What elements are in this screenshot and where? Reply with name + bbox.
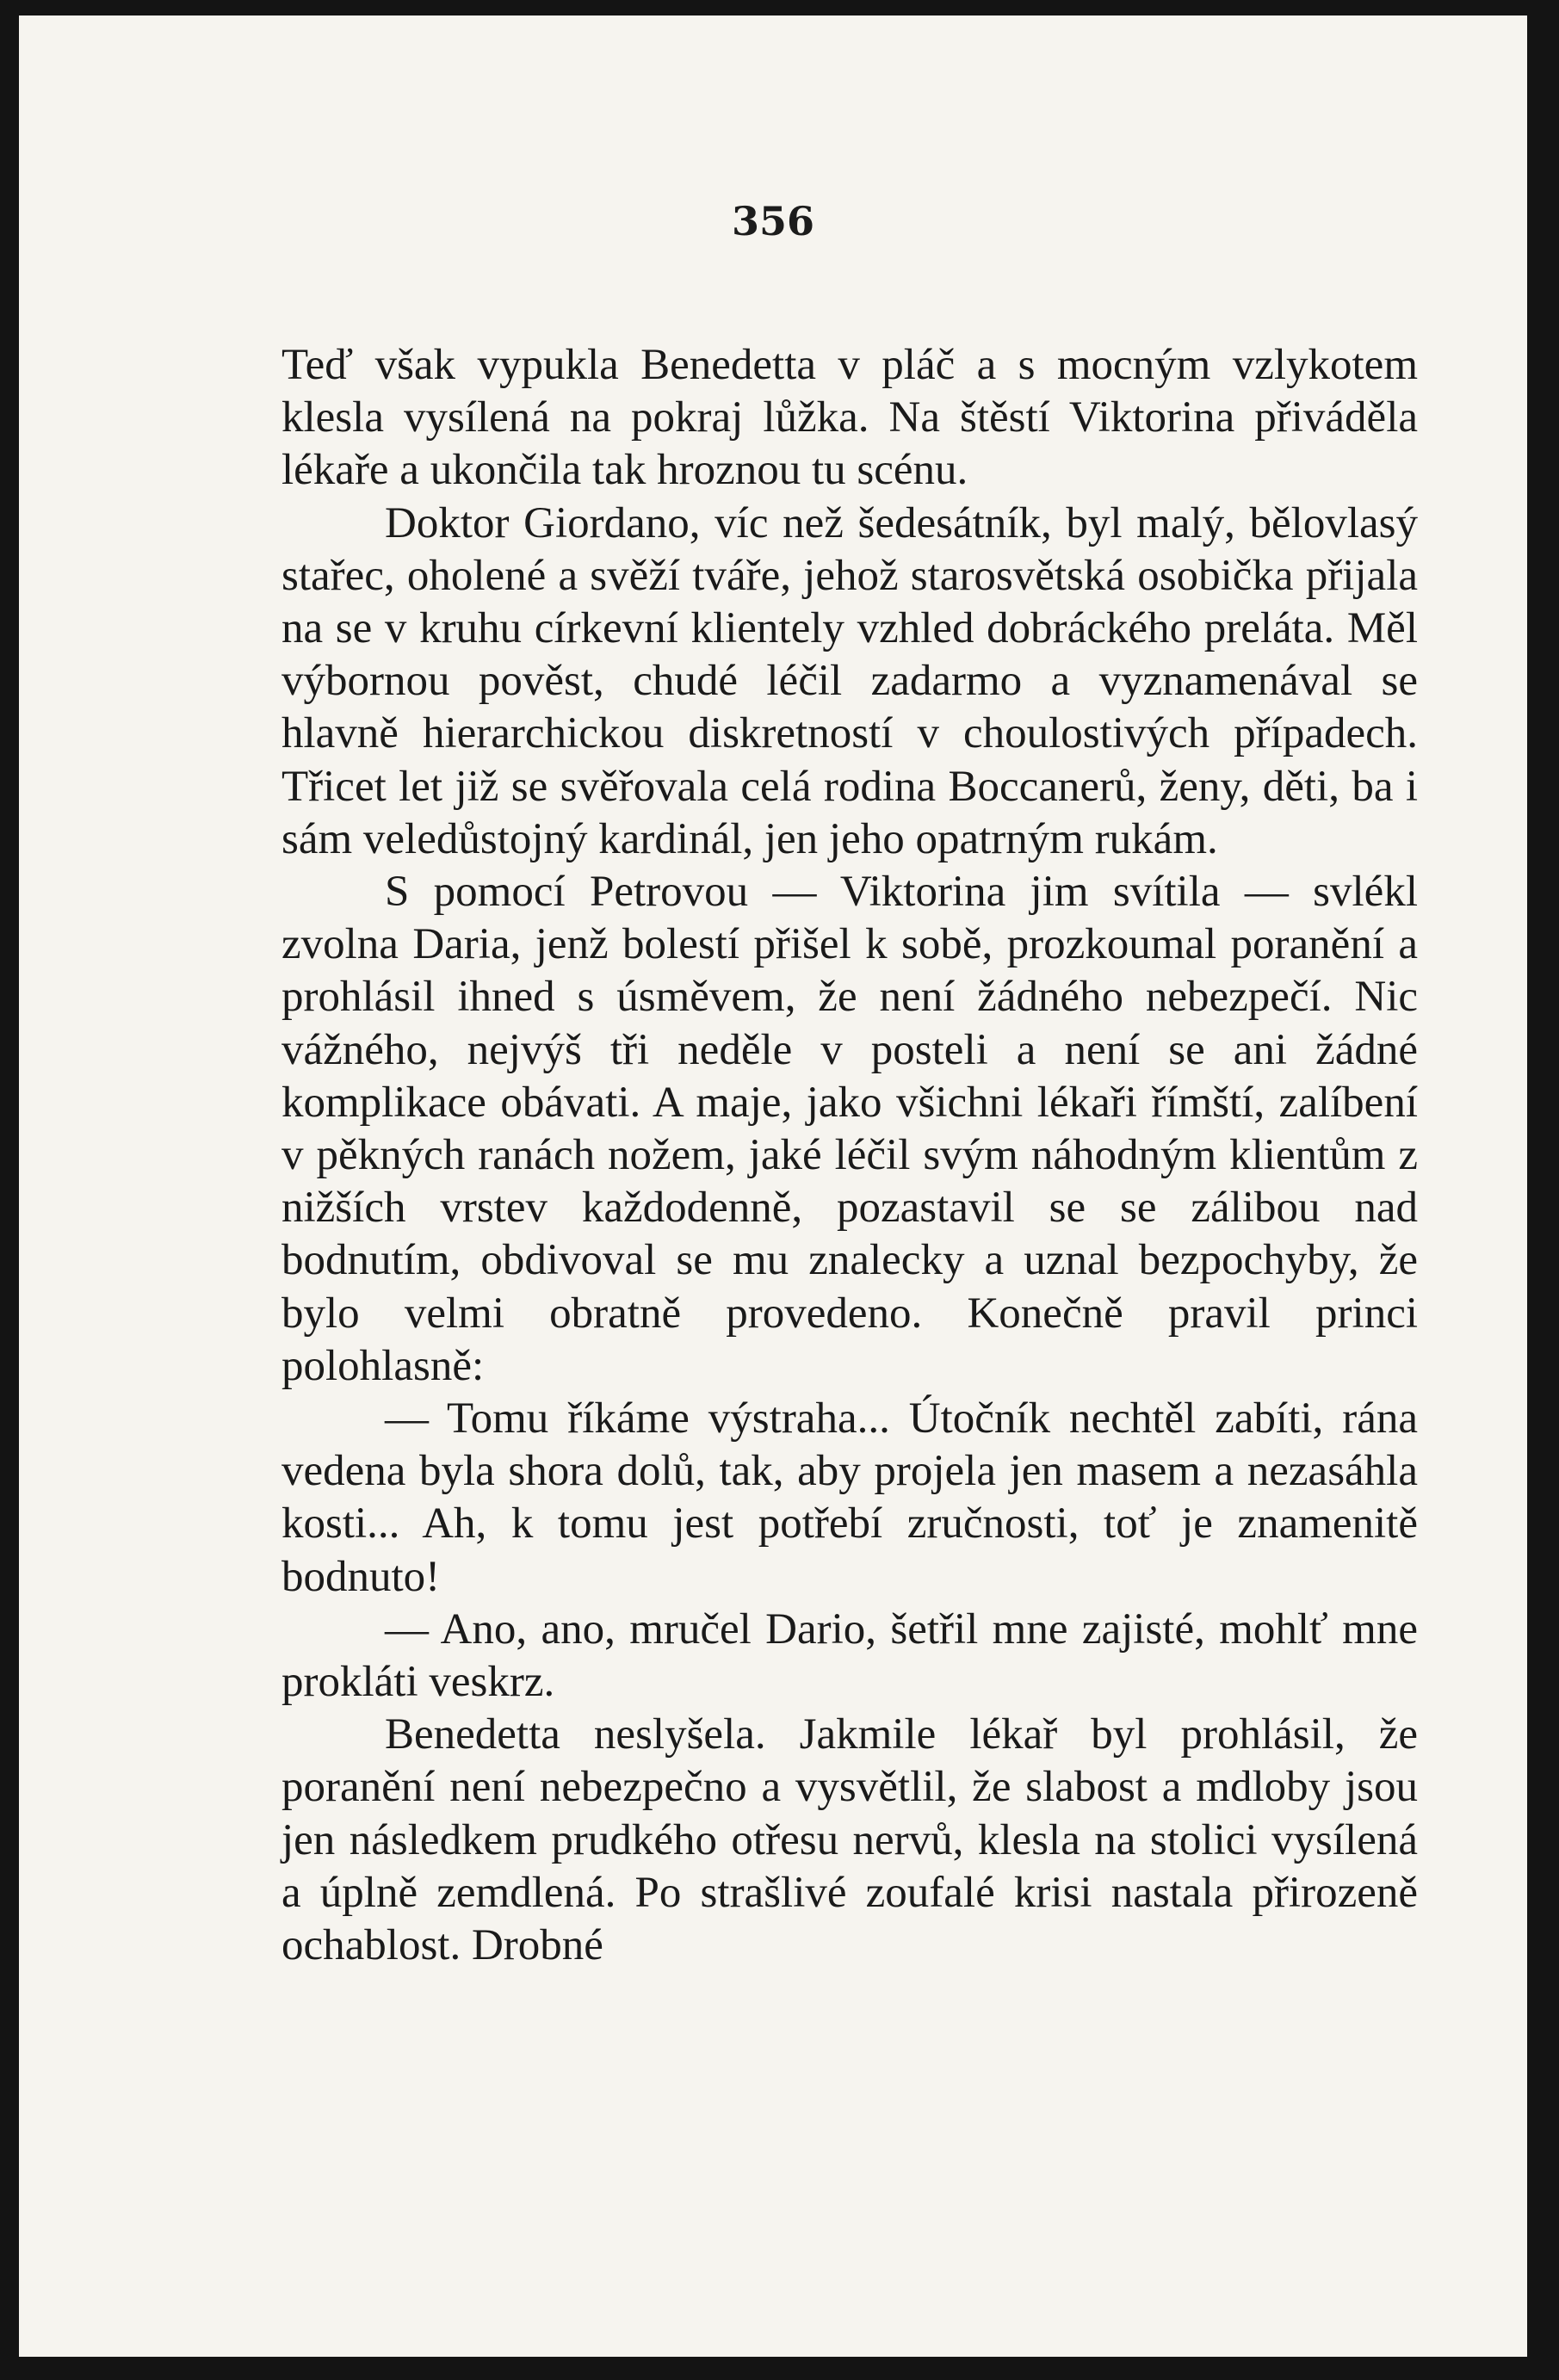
dialogue-paragraph: — Tomu říkáme výstraha... Útočník nechtěl zabíti, rána vedena byla shora dolů, tak, aby projela jen masem a nezasáhla kosti... Ah, k tomu jest potřebí zručnosti, toť je znamenitě bodnuto!: [281, 1394, 1418, 1601]
body-text: [281, 339, 1418, 1972]
paragraph: S pomocí Petrovou — Viktorina jim svítila — svlékl zvolna Daria, jenž bolestí přišel k sobě, prozkoumal poranění a prohlásil ihned s úsměvem, že není žádného nebezpečí. Nic vážného, nejvýš tři neděle v posteli a není se ani žádné komplikace obávati. A maje, jako všichni lékaři římští, zalíbení v pěkných ranách nožem, jaké léčil svým náhodným klientům z nižších vrstev každodenně, pozastavil se se zálibou nad bodnutím, obdivoval se mu znalecky a uznal bezpochyby, že bylo velmi obratně provedeno. Konečně pravil princi polohlasně:: [281, 868, 1418, 1390]
paragraph: Benedetta neslyšela. Jakmile lékař byl prohlásil, že poranění není nebezpečno a vysvětlil, že slabost a mdloby jsou jen následkem prudkého otřesu nervů, klesla na stolici vysílená a úplně zemdlená. Po strašlivé zoufalé krisi nastala přirozeně ochablost. Drobné: [281, 1710, 1418, 1970]
paragraph: Teď však vypukla Benedetta v pláč a s mocným vzlykotem klesla vysílená na pokraj lůžka. Na štěstí Viktorina přiváděla lékaře a ukončila tak hroznou tu scénu.: [281, 341, 1418, 495]
dialogue-paragraph: — Ano, ano, mručel Dario, šetřil mne zajisté, mohlť mne prokláti veskrz.: [281, 1604, 1418, 1707]
book-page: [19, 15, 1527, 2357]
page-number: 356: [731, 198, 815, 244]
paragraph: Doktor Giordano, víc než šedesátník, byl malý, bělovlasý stařec, oholené a svěží tváře, jehož starosvětská osobička přijala na se v kruhu církevní klientely vzhled dobráckého preláta. Měl výbornou pověst, chudé léčil zadarmo a vyznamenával se hlavně hierarchickou diskretností v choulostivých případech. Třicet let již se svěřovala celá rodina Boccanerů, ženy, děti, ba i sám veledůstojný kardinál, jen jeho opatrným rukám.: [281, 498, 1418, 863]
